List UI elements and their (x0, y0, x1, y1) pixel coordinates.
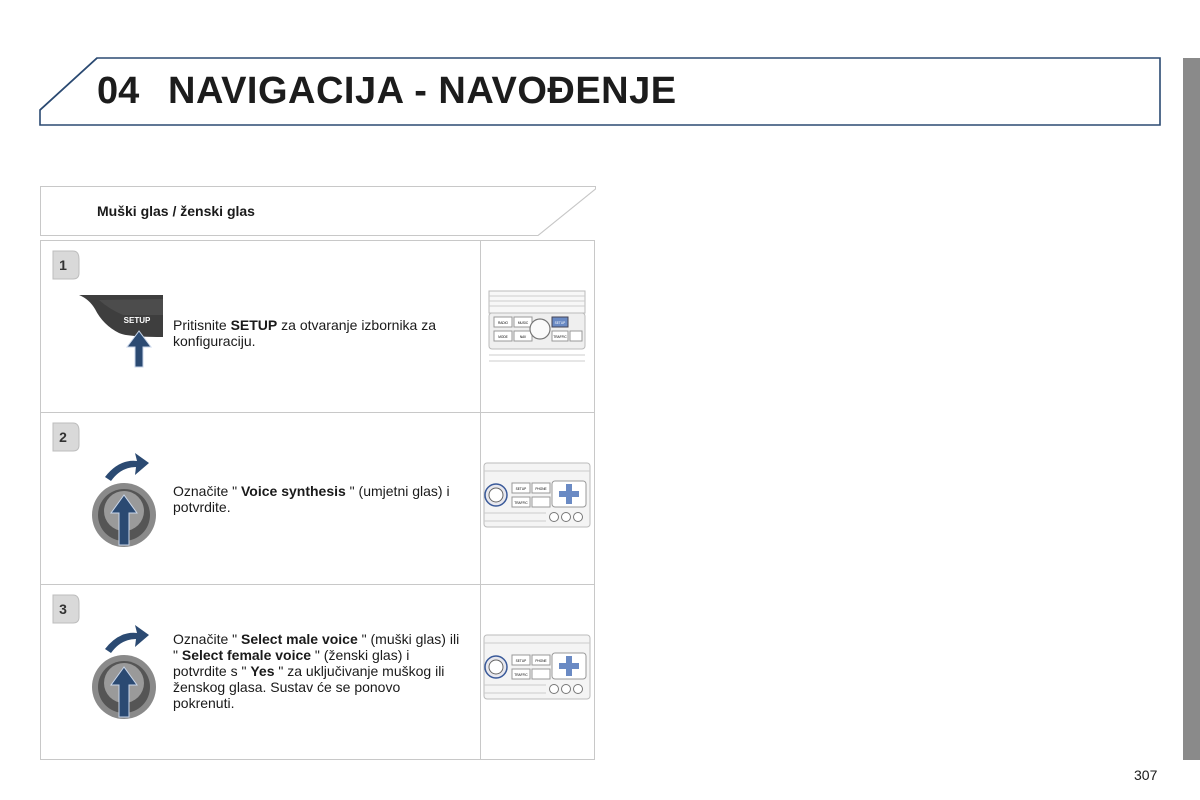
svg-text:TRAFFIC: TRAFFIC (514, 501, 528, 505)
radio-panel-knob-thumbnail (482, 633, 592, 708)
step-3 (41, 585, 594, 759)
steps-table (40, 240, 595, 760)
svg-text:TRAFFIC: TRAFFIC (514, 673, 528, 677)
rotary-knob-turn-press-icon (91, 621, 161, 726)
section-title: Muški glas / ženski glas (97, 203, 255, 219)
svg-text:PHONE: PHONE (535, 659, 547, 663)
step-number: 1 (59, 257, 67, 273)
chapter-title: NAVIGACIJA - NAVOĐENJE (168, 70, 677, 112)
chapter-number: 04 (97, 70, 140, 112)
svg-text:RADIO: RADIO (497, 321, 509, 325)
svg-text:SETUP: SETUP (554, 321, 566, 325)
rotary-knob-turn-press-icon (91, 449, 161, 554)
radio-panel-knob-thumbnail (482, 461, 592, 536)
svg-text:MODE: MODE (498, 335, 508, 339)
radio-panel-setup-thumbnail (482, 285, 592, 375)
step-2 (41, 413, 594, 585)
setup-button-press-icon (79, 295, 165, 374)
step-2-instruction: Označite " Voice synthesis " (umjetni glas) i potvrdite. (173, 483, 450, 515)
setup-button-label: SETUP (123, 316, 151, 325)
step-number: 3 (59, 601, 67, 617)
svg-text:PHONE: PHONE (535, 487, 547, 491)
svg-text:SETUP: SETUP (515, 659, 527, 663)
step-1 (41, 241, 594, 413)
chapter-header (0, 0, 1200, 140)
svg-text:NAV: NAV (519, 335, 527, 339)
step-1-instruction: Pritisnite SETUP za otvaranje izbornika za konfiguraciju. (173, 317, 437, 349)
svg-text:MUSIC: MUSIC (517, 321, 529, 325)
svg-text:TRAFFIC: TRAFFIC (553, 335, 567, 339)
page-number: 307 (1134, 767, 1158, 783)
step-number: 2 (59, 429, 67, 445)
side-tab-bar (1183, 58, 1200, 760)
step-3-instruction: Označite " Select male voice " (muški glas) ili " Select female voice " (ženski glas) i potvrdite s " Yes " za uključivanje muškog ili ženskog glasa. Sustav će se ponovo pokrenuti. (173, 631, 460, 711)
svg-text:SETUP: SETUP (515, 487, 527, 491)
